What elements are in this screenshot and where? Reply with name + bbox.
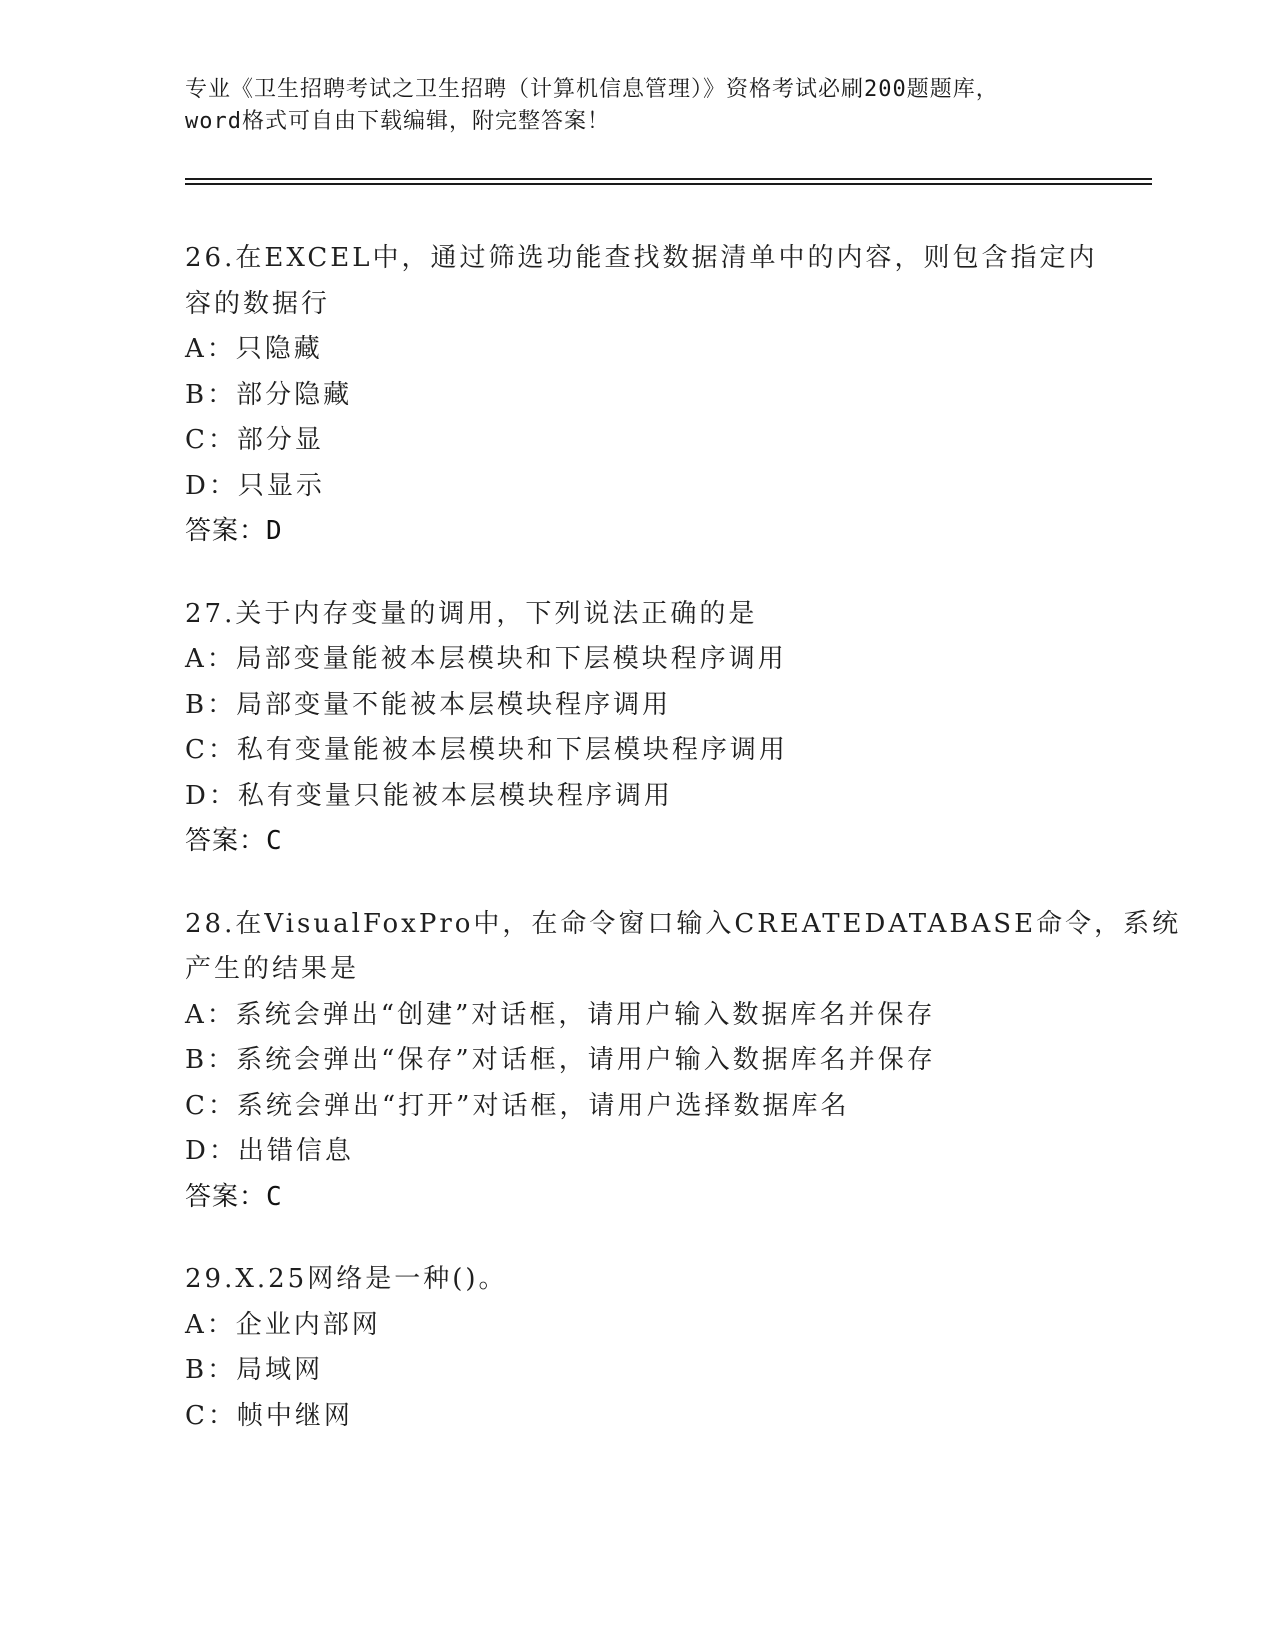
option-b: B：局部变量不能被本层模块程序调用	[185, 689, 672, 720]
option-d: D：出错信息	[185, 1136, 354, 1166]
option-b: B：系统会弹出“保存”对话框，请用户输入数据库名并保存	[185, 1045, 936, 1075]
question-28	[185, 902, 1182, 1221]
document-header	[185, 74, 1085, 138]
option-a: A：系统会弹出“创建”对话框，请用户输入数据库名并保存	[185, 999, 936, 1030]
question-stem: 26.在EXCEL中，通过筛选功能查找数据清单中的内容，则包含指定内	[185, 243, 1098, 273]
question-stem: 29.X.25网络是一种()。	[185, 1264, 508, 1294]
header-divider-bottom	[185, 183, 1152, 185]
option-c: C：系统会弹出“打开”对话框，请用户选择数据库名	[185, 1090, 850, 1121]
question-stem: 27.关于内存变量的调用，下列说法正确的是	[185, 598, 758, 629]
option-c: C：部分显	[185, 425, 324, 455]
header-line-2: word格式可自由下载编辑，附完整答案！	[185, 109, 610, 134]
question-29	[185, 1257, 1085, 1439]
question-stem: 28.在VisualFoxPro中，在命令窗口输入CREATEDATABASE命令，系统	[185, 908, 1182, 939]
header-line-1: 专业《卫生招聘考试之卫生招聘（计算机信息管理）》资格考试必刷200题题库，	[185, 77, 999, 102]
option-d: D：只显示	[185, 470, 325, 501]
option-a: A：局部变量能被本层模块和下层模块程序调用	[185, 644, 787, 674]
answer: 答案：C	[185, 826, 283, 856]
option-c: C：帧中继网	[185, 1400, 353, 1431]
question-stem: 容的数据行	[185, 288, 331, 319]
question-stem: 产生的结果是	[185, 954, 360, 984]
question-26	[185, 236, 1098, 555]
option-c: C：私有变量能被本层模块和下层模块程序调用	[185, 735, 788, 765]
option-a: A：只隐藏	[185, 334, 323, 364]
question-list	[185, 236, 1182, 1476]
question-27	[185, 592, 1085, 865]
option-d: D：私有变量只能被本层模块程序调用	[185, 780, 673, 811]
answer: 答案：C	[185, 1181, 283, 1212]
answer: 答案：D	[185, 516, 283, 546]
header-divider-top	[185, 178, 1152, 180]
option-b: B：局域网	[185, 1355, 324, 1385]
option-a: A：企业内部网	[185, 1309, 381, 1340]
option-b: B：部分隐藏	[185, 379, 353, 410]
